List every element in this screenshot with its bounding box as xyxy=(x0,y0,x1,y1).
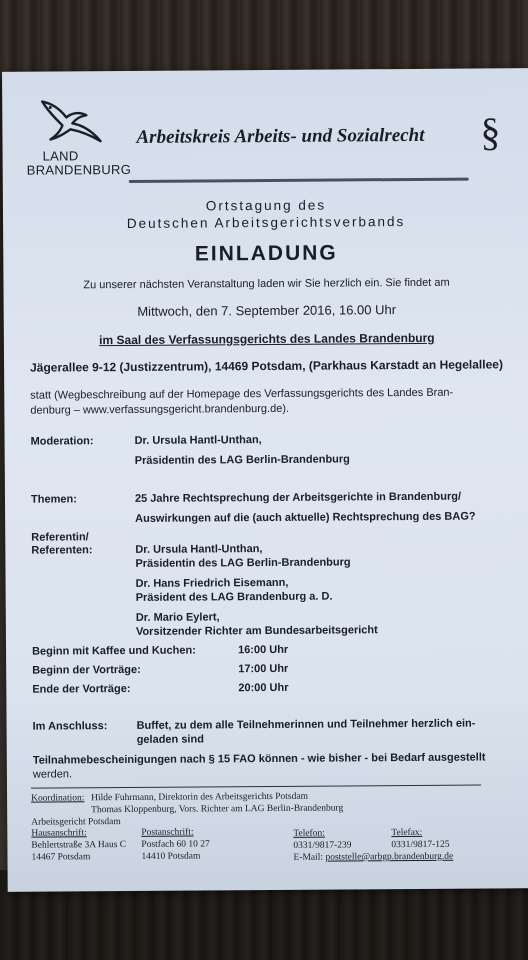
intro-line-1: Ortstagung des xyxy=(205,197,327,214)
moderation-label: Moderation: xyxy=(30,435,94,448)
speaker-2-role: Präsident des LAG Brandenburg a. D. xyxy=(135,590,333,604)
header-divider xyxy=(129,178,469,183)
moderation-name: Dr. Ursula Hantl-Unthan, xyxy=(134,434,262,447)
certificate-text: Teilnahmebescheinigungen nach § 15 FAO können - wie bisher - bei Bedarf ausgestellt xyxy=(32,751,486,767)
koordination-line-1: Hilde Fuhrmann, Direktorin des Arbeitsgerichts Potsdam xyxy=(91,791,308,804)
footer-org: Arbeitsgericht Potsdam xyxy=(31,817,121,828)
event-address: Jägerallee 9-12 (Justizzentrum), 14469 Potsdam, (Parkhaus Karstadt an Hegelallee) xyxy=(30,357,503,375)
themen-line-2: Auswirkungen auf die (auch aktuelle) Rechtsprechung des BAG? xyxy=(135,510,476,525)
paragraph-sign-icon: § xyxy=(480,109,501,155)
page-title: EINLADUNG xyxy=(194,241,338,266)
speaker-3-role: Vorsitzender Richter am Bundesarbeitsgericht xyxy=(135,624,378,638)
event-statt-line-2: denburg – www.verfassungsgericht.brandenburg.de). xyxy=(30,402,290,417)
anschluss-line-2: geladen sind xyxy=(136,733,204,746)
hausanschrift-street: Behlertstraße 3A Haus C xyxy=(31,839,127,851)
brandenburg-eagle-icon xyxy=(38,97,106,145)
themen-label: Themen: xyxy=(30,493,77,506)
speaker-1-role: Präsidentin des LAG Berlin-Brandenburg xyxy=(135,556,351,570)
koordination-label: Koordination: xyxy=(31,793,85,804)
themen-line-1: 25 Jahre Rechtsprechung der Arbeitsgerichte in Brandenburg/ xyxy=(134,490,462,505)
schedule-time-2: 17:00 Uhr xyxy=(238,662,289,676)
schedule-time-3: 20:00 Uhr xyxy=(238,681,289,695)
telefax-label: Telefax: xyxy=(391,827,423,839)
email-prefix: E-Mail: xyxy=(293,852,326,863)
schedule-time-1: 16:00 Uhr xyxy=(238,643,289,657)
moderation-role: Präsidentin des LAG Berlin-Brandenburg xyxy=(134,453,350,467)
invitation-sheet xyxy=(2,68,528,892)
footer-divider xyxy=(31,785,481,789)
speaker-3-name: Dr. Mario Eylert, xyxy=(135,611,220,624)
intro-line-2: Deutschen Arbeitsgerichtsverbands xyxy=(126,214,406,231)
anschluss-line-1: Buffet, zu dem alle Teilnehmerinnen und Teilnehmer herzlich ein- xyxy=(136,717,476,732)
telefax-value: 0331/9817-125 xyxy=(391,839,450,851)
schedule-label-2: Beginn der Vorträge: xyxy=(32,663,141,677)
postanschrift-city: 14410 Potsdam xyxy=(141,851,201,862)
hausanschrift-city: 14467 Potsdam xyxy=(31,852,91,863)
invite-text: Zu unserer nächsten Veranstaltung laden wir Sie herzlich ein. Sie findet am xyxy=(83,276,450,292)
postanschrift-box: Postfach 60 10 27 xyxy=(141,839,210,850)
event-statt-line-1: statt (Wegbeschreibung auf der Homepage des Verfassungsgerichts des Landes Bran- xyxy=(30,386,454,402)
speaker-2-name: Dr. Hans Friedrich Eisemann, xyxy=(135,576,289,590)
telefon-value: 0331/9817-239 xyxy=(293,840,352,851)
schedule-label-3: Ende der Vorträge: xyxy=(32,682,131,696)
hausanschrift-label: Hausanschrift: xyxy=(31,828,87,839)
certificate-line-2: werden. xyxy=(32,768,73,781)
email-line xyxy=(293,852,453,863)
certificate-line-1 xyxy=(33,751,486,766)
referenten-label-1: Referentin/ xyxy=(31,531,89,544)
referenten-label-2: Referenten: xyxy=(31,544,93,557)
event-venue: im Saal des Verfassungsgerichts des Landes Brandenburg xyxy=(99,330,435,348)
logo-text-land: LAND xyxy=(42,148,79,164)
telefon-label: Telefon: xyxy=(293,828,325,839)
postanschrift-label: Postanschrift: xyxy=(141,827,194,838)
email-link[interactable]: poststelle@arbgp.brandenburg.de xyxy=(325,851,454,863)
anschluss-label: Im Anschluss: xyxy=(32,720,108,733)
koordination-line-2: Thomas Kloppenburg, Vors. Richter am LAG Berlin-Brandenburg xyxy=(91,803,344,816)
event-date: Mittwoch, den 7. September 2016, 16.00 Uhr xyxy=(137,302,397,319)
logo-text-brandenburg: BRANDENBURG xyxy=(26,161,132,178)
header-title: Arbeitskreis Arbeits- und Sozialrecht xyxy=(136,124,425,148)
speaker-1-name: Dr. Ursula Hantl-Unthan, xyxy=(135,543,263,556)
schedule-label-1: Beginn mit Kaffee und Kuchen: xyxy=(32,644,196,658)
